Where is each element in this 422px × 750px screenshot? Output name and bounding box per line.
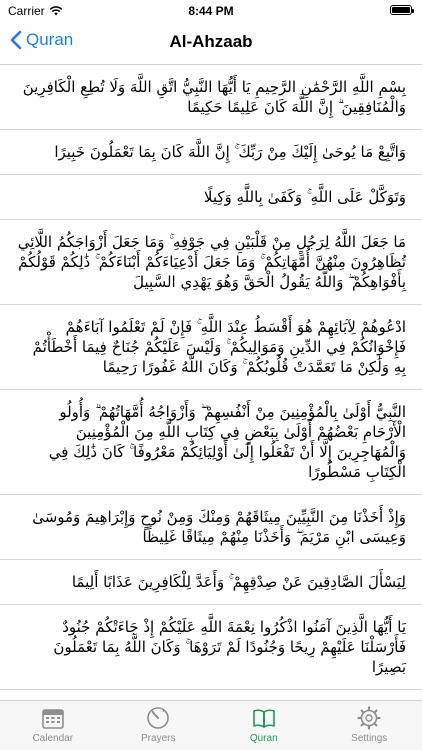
clock-icon <box>145 705 171 731</box>
verse-row[interactable] <box>0 175 422 220</box>
navigation-bar <box>0 20 422 65</box>
tab-prayers[interactable] <box>106 701 212 750</box>
verse-text: وَتَوَكَّلْ عَلَى اللَّهِ ۚ وَكَفَىٰ بِاللَّهِ وَكِيلًا <box>203 188 406 206</box>
battery-icon <box>390 5 412 15</box>
tab-bar <box>0 700 422 750</box>
verse-text: يَا أَيُّهَا الَّذِينَ آمَنُوا اذْكُرُوا نِعْمَةَ اللَّهِ عَلَيْكُمْ إِذْ جَاءَتْكُمْ جُنُودٌ فَأَرْسَلْنَا عَلَيْهِمْ رِيحًا وَجُنُودًا لَمْ تَرَوْهَا ۚ وَكَانَ اللَّهُ بِمَا تَعْمَلُونَ بَصِيرًا <box>53 618 406 676</box>
tab-label: Calendar <box>32 733 74 744</box>
verse-text: بِسْمِ اللَّهِ الرَّحْمَٰنِ الرَّحِيمِ يَا أَيُّهَا النَّبِيُّ اتَّقِ اللَّهَ وَلَا تُطِعِ الْكَافِرِينَ وَالْمُنَافِقِينَ ۗ إِنَّ اللَّهَ كَانَ عَلِيمًا حَكِيمًا <box>22 78 406 116</box>
status-time: 8:44 PM <box>188 4 234 18</box>
tab-calendar[interactable] <box>0 701 106 750</box>
tab-label: Settings <box>351 733 388 744</box>
tab-quran[interactable] <box>211 701 317 750</box>
verse-row[interactable] <box>0 560 422 605</box>
verse-row[interactable] <box>0 220 422 305</box>
verse-row[interactable] <box>0 605 422 690</box>
verse-row[interactable] <box>0 495 422 560</box>
verse-text: ادْعُوهُمْ لِآبَائِهِمْ هُوَ أَقْسَطُ عِنْدَ اللَّهِ ۚ فَإِنْ لَمْ تَعْلَمُوا آبَاءَهُمْ فَإِخْوَانُكُمْ فِي الدِّينِ وَمَوَالِيكُمْ ۚ وَلَيْسَ عَلَيْكُمْ جُنَاحٌ فِيمَا أَخْطَأْتُمْ بِهِ وَلَٰكِنْ مَا تَعَمَّدَتْ قُلُوبُكُمْ ۚ وَكَانَ اللَّهُ غَفُورًا رَحِيمًا <box>32 318 406 376</box>
status-bar <box>0 0 422 20</box>
page-title: Al-Ahzaab <box>169 32 253 51</box>
verse-row[interactable] <box>0 130 422 175</box>
verse-text: مَا جَعَلَ اللَّهُ لِرَجُلٍ مِنْ قَلْبَيْنِ فِي جَوْفِهِ ۚ وَمَا جَعَلَ أَزْوَاجَكُمُ اللَّائِي تُظَاهِرُونَ مِنْهُنَّ أُمَّهَاتِكُمْ ۚ وَمَا جَعَلَ أَدْعِيَاءَكُمْ أَبْنَاءَكُمْ ۚ ذَٰلِكُمْ قَوْلُكُمْ بِأَفْوَاهِكُمْ ۖ وَاللَّهُ يَقُولُ الْحَقَّ وَهُوَ يَهْدِي السَّبِيلَ <box>17 233 406 291</box>
back-button-label: Quran <box>26 30 74 49</box>
calendar-icon <box>40 705 66 731</box>
verse-text: النَّبِيُّ أَوْلَىٰ بِالْمُؤْمِنِينَ مِنْ أَنْفُسِهِمْ ۖ وَأَزْوَاجُهُ أُمَّهَاتُهُمْ ۗ وَأُولُو الْأَرْحَامِ بَعْضُهُمْ أَوْلَىٰ بِبَعْضٍ فِي كِتَابِ اللَّهِ مِنَ الْمُؤْمِنِينَ وَالْمُهَاجِرِينَ إِلَّا أَنْ تَفْعَلُوا إِلَىٰ أَوْلِيَائِكُمْ مَعْرُوفًا ۚ كَانَ ذَٰلِكَ فِي الْكِتَابِ مَسْطُورًا <box>48 403 406 481</box>
verse-row[interactable] <box>0 390 422 495</box>
verse-text: وَإِذْ أَخَذْنَا مِنَ النَّبِيِّينَ مِيثَاقَهُمْ وَمِنْكَ وَمِنْ نُوحٍ وَإِبْرَاهِيمَ وَمُوسَىٰ وَعِيسَى ابْنِ مَرْيَمَ ۖ وَأَخَذْنَا مِنْهُمْ مِيثَاقًا غَلِيظًا <box>32 508 406 546</box>
verse-row[interactable] <box>0 65 422 130</box>
carrier-label: Carrier <box>8 4 45 18</box>
gear-icon <box>356 705 382 731</box>
verse-row[interactable] <box>0 305 422 390</box>
verse-text: لِيَسْأَلَ الصَّادِقِينَ عَنْ صِدْقِهِمْ ۚ وَأَعَدَّ لِلْكَافِرِينَ عَذَابًا أَلِيمًا <box>71 573 406 591</box>
tab-settings[interactable] <box>317 701 422 750</box>
tab-label: Quran <box>249 733 278 744</box>
tab-label: Prayers <box>141 733 176 744</box>
verse-text: وَاتَّبِعْ مَا يُوحَىٰ إِلَيْكَ مِنْ رَبِّكَ ۚ إِنَّ اللَّهَ كَانَ بِمَا تَعْمَلُونَ خَبِيرًا <box>54 143 406 161</box>
verse-list[interactable] <box>0 65 422 700</box>
book-icon <box>251 705 277 731</box>
